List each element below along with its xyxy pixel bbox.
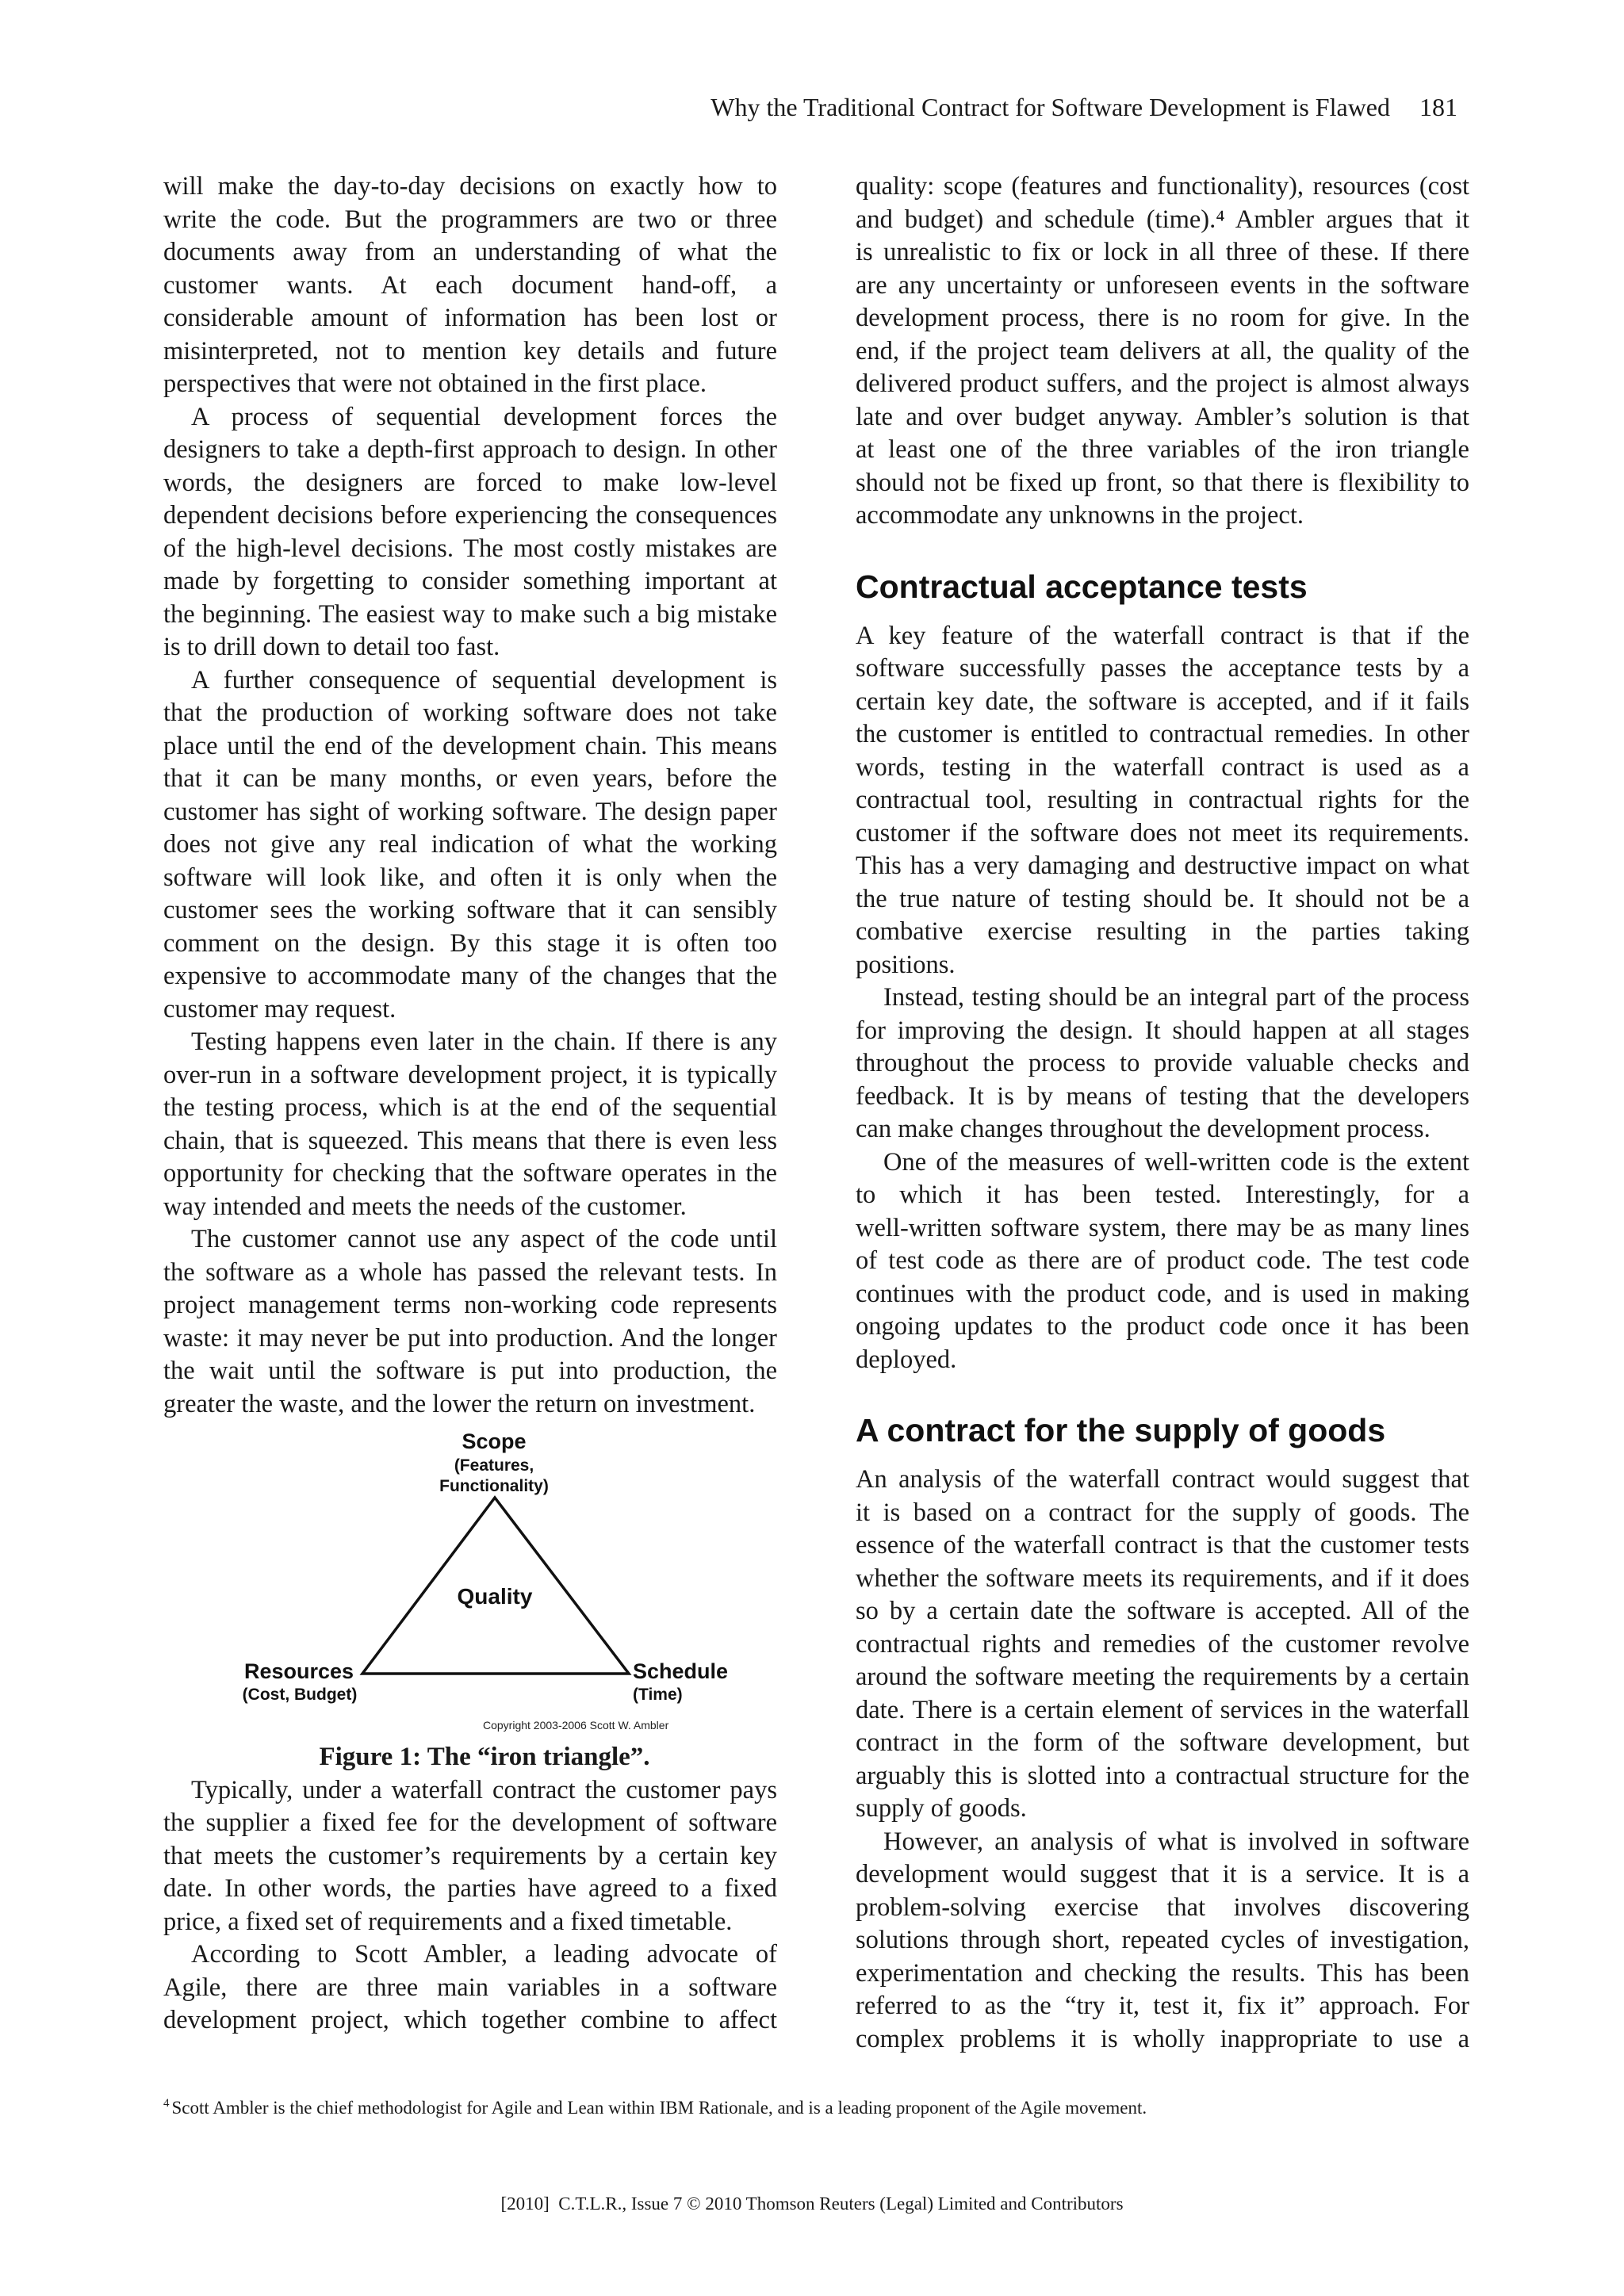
text-line: supply of goods. bbox=[856, 1794, 1027, 1823]
text-line: the true nature of testing should be. It should not be a bbox=[856, 884, 1469, 913]
footnote-marker: 4 bbox=[163, 2097, 170, 2110]
text-line: misinterpreted, not to mention key details and future bbox=[163, 336, 777, 365]
text-line: development would suggest that it is a service. It is a bbox=[856, 1860, 1469, 1888]
text-line: words, testing in the waterfall contract is used as a bbox=[856, 752, 1469, 782]
text-line: well-written software system, there may be as many lines bbox=[856, 1213, 1469, 1242]
paragraph bbox=[856, 982, 1469, 1146]
paragraph bbox=[163, 1938, 777, 2038]
text-line: way intended and meets the needs of the customer. bbox=[163, 1192, 687, 1221]
section-heading: A contract for the supply of goods bbox=[856, 1412, 1386, 1448]
paragraph bbox=[163, 1223, 777, 1421]
text-line: development process, there is no room for give. In the bbox=[856, 304, 1469, 332]
text-line: the wait until the software is put into production, the bbox=[163, 1357, 777, 1385]
text-line: designers to take a depth-first approach to design. In other bbox=[163, 435, 777, 464]
text-line: is unrealistic to fix or lock in all three of these. If there bbox=[856, 238, 1469, 266]
text-line: that meets the customer’s requirements by a certain key bbox=[163, 1841, 777, 1870]
text-line: around the software meeting the requirements by a certain bbox=[856, 1663, 1469, 1691]
text-line: deployed. bbox=[856, 1345, 957, 1374]
text-line: comment on the design. By this stage it is often too bbox=[163, 928, 777, 958]
text-line: words, the designers are forced to make low-level bbox=[163, 468, 777, 497]
text-line: documents away from an understanding of what the bbox=[163, 238, 777, 266]
scope-sub-label-1: (Features, bbox=[454, 1456, 534, 1475]
text-line: customer if the software does not meet its requirements. bbox=[856, 818, 1469, 848]
paragraph bbox=[163, 1026, 777, 1223]
iron-triangle-diagram bbox=[163, 1421, 777, 1741]
text-line: quality: scope (features and functionality), resources (cost bbox=[856, 172, 1469, 201]
text-line: to which it has been tested. Interestingly, for a bbox=[856, 1181, 1469, 1209]
text-line: should not be fixed up front, so that there is flexibility to bbox=[856, 468, 1469, 497]
text-line: write the code. But the programmers are two or three bbox=[163, 205, 777, 234]
text-line: late and over budget anyway. Ambler’s solution is that bbox=[856, 402, 1469, 431]
text-line: opportunity for checking that the software operates in the bbox=[163, 1159, 777, 1188]
text-line: at least one of the three variables of the iron triangle bbox=[856, 435, 1469, 464]
scope-sub-label-2: Functionality) bbox=[439, 1477, 549, 1495]
page-footer: [2010] C.T.L.R., Issue 7 © 2010 Thomson Reuters (Legal) Limited and Contributors bbox=[500, 2194, 1124, 2214]
text-line: the customer is entitled to contractual remedies. In other bbox=[856, 720, 1469, 748]
text-line: customer wants. At each document hand-off, a bbox=[163, 270, 777, 300]
paragraph bbox=[163, 1774, 777, 1939]
paragraph bbox=[856, 1146, 1469, 1377]
text-line: A further consequence of sequential development is bbox=[191, 665, 777, 695]
scope-label: Scope bbox=[462, 1429, 527, 1453]
text-line: of the high-level decisions. The most costly mistakes are bbox=[163, 534, 777, 563]
text-line: development project, which together combine to affect bbox=[163, 2006, 777, 2034]
text-line: will make the day-to-day decisions on exactly how to bbox=[163, 172, 777, 201]
text-line: made by forgetting to consider something important at bbox=[163, 567, 777, 595]
section-heading: Contractual acceptance tests bbox=[856, 568, 1308, 605]
text-line: for improving the design. It should happen at all stages bbox=[856, 1016, 1469, 1045]
running-title: Why the Traditional Contract for Software Development is Flawed bbox=[710, 93, 1390, 121]
text-line: ongoing updates to the product code once it has been bbox=[856, 1312, 1469, 1341]
text-line: can make changes throughout the development process. bbox=[856, 1115, 1431, 1143]
text-line: that the production of working software does not take bbox=[163, 698, 777, 727]
text-line: whether the software meets its requirements, and if it does bbox=[856, 1563, 1469, 1593]
text-line: the testing process, which is at the end of the sequential bbox=[163, 1093, 777, 1122]
quality-label: Quality bbox=[457, 1584, 533, 1609]
text-line: experimentation and checking the results. This has been bbox=[856, 1958, 1469, 1988]
text-line: Testing happens even later in the chain. If there is any bbox=[191, 1027, 777, 1056]
text-line: waste: it may never be put into production. And the longer bbox=[163, 1323, 777, 1353]
text-line: the beginning. The easiest way to make such a big mistake bbox=[163, 599, 777, 629]
text-line: contractual tool, resulting in contractual rights for the bbox=[856, 786, 1469, 814]
text-line: combative exercise resulting in the parties taking bbox=[856, 917, 1469, 946]
resources-label: Resources bbox=[243, 1659, 354, 1683]
text-line: expensive to accommodate many of the changes that the bbox=[163, 962, 777, 990]
schedule-label: Schedule bbox=[633, 1659, 729, 1683]
text-line: certain key date, the software is accepted, and if it fails bbox=[856, 687, 1469, 716]
paragraph bbox=[856, 620, 1469, 982]
text-line: date. There is a certain element of services in the waterfall bbox=[856, 1695, 1469, 1724]
text-line: positions. bbox=[856, 950, 956, 979]
paragraph bbox=[856, 1464, 1469, 1826]
text-line: does not give any real indication of what the working bbox=[163, 830, 777, 859]
text-line: and budget) and schedule (time).⁴ Ambler argues that it bbox=[856, 205, 1469, 234]
paragraph bbox=[856, 170, 1469, 533]
text-line: the supplier a fixed fee for the development of software bbox=[163, 1808, 777, 1837]
text-line: considerable amount of information has been lost or bbox=[163, 304, 777, 332]
text-line: Agile, there are three main variables in a software bbox=[163, 1973, 777, 2002]
text-line: The customer cannot use any aspect of the code until bbox=[191, 1225, 777, 1253]
resources-sub-label: (Cost, Budget) bbox=[242, 1686, 358, 1704]
text-line: greater the waste, and the lower the return on investment. bbox=[163, 1389, 756, 1418]
text-line: price, a fixed set of requirements and a fixed timetable. bbox=[163, 1907, 733, 1936]
text-line: However, an analysis of what is involved in software bbox=[883, 1827, 1469, 1856]
text-line: contract in the form of the software development, but bbox=[856, 1728, 1469, 1757]
footnote bbox=[163, 2096, 1147, 2120]
text-line: A process of sequential development forces the bbox=[191, 402, 777, 431]
text-line: throughout the process to provide valuable checks and bbox=[856, 1049, 1469, 1077]
text-line: chain, that is squeezed. This means that there is even less bbox=[163, 1126, 777, 1155]
text-line: dependent decisions before experiencing the consequences bbox=[163, 501, 777, 530]
text-line: customer has sight of working software. The design paper bbox=[163, 797, 777, 826]
text-line: are any uncertainty or unforeseen events in the software bbox=[856, 270, 1469, 300]
text-line: accommodate any unknowns in the project. bbox=[856, 501, 1304, 530]
text-line: Instead, testing should be an integral part of the process bbox=[883, 983, 1469, 1012]
text-line: date. In other words, the parties have agreed to a fixed bbox=[163, 1874, 777, 1903]
text-line: software successfully passes the acceptance tests by a bbox=[856, 654, 1469, 683]
text-line: is to drill down to detail too fast. bbox=[163, 633, 500, 661]
paragraph bbox=[163, 170, 777, 401]
figure-caption: Figure 1: The “iron triangle”. bbox=[319, 1743, 650, 1771]
text-line: of test code as there are of product code. The test code bbox=[856, 1246, 1469, 1275]
page-number: 181 bbox=[1419, 93, 1457, 121]
text-line: over-run in a software development project, it is typically bbox=[163, 1060, 777, 1089]
text-line: customer may request. bbox=[163, 994, 396, 1024]
text-line: project management terms non-working code represents bbox=[163, 1291, 777, 1319]
paragraph bbox=[163, 664, 777, 1027]
text-line: continues with the product code, and is used in making bbox=[856, 1279, 1469, 1308]
figure-copyright: Copyright 2003-2006 Scott W. Ambler bbox=[483, 1719, 669, 1732]
schedule-sub-label: (Time) bbox=[633, 1686, 683, 1704]
left-column bbox=[163, 170, 777, 2038]
text-line: contractual rights and remedies of the customer revolve bbox=[856, 1629, 1469, 1659]
text-line: A key feature of the waterfall contract is that if the bbox=[856, 621, 1469, 650]
text-line: referred to as the “try it, test it, fix it” approach. For bbox=[856, 1992, 1469, 2020]
text-line: so by a certain date the software is accepted. All of the bbox=[856, 1597, 1469, 1625]
text-line: essence of the waterfall contract is that the customer tests bbox=[856, 1531, 1469, 1559]
text-line: that it can be many months, or even years, before the bbox=[163, 764, 777, 793]
text-line: customer sees the working software that it can sensibly bbox=[163, 896, 777, 924]
right-column bbox=[856, 170, 1469, 2056]
text-line: end, if the project team delivers at all, the quality of the bbox=[856, 336, 1469, 365]
text-line: place until the end of the development chain. This means bbox=[163, 731, 777, 760]
text-line: Typically, under a waterfall contract the customer pays bbox=[191, 1775, 777, 1804]
text-line: solutions through short, repeated cycles of investigation, bbox=[856, 1926, 1469, 1954]
text-line: perspectives that were not obtained in the first place. bbox=[163, 369, 707, 398]
text-line: According to Scott Ambler, a leading advocate of bbox=[191, 1940, 777, 1969]
text-line: complex problems it is wholly inappropriate to use a bbox=[856, 2024, 1469, 2053]
paragraph bbox=[163, 401, 777, 664]
text-line: it is based on a contract for the supply of goods. The bbox=[856, 1498, 1469, 1527]
text-line: An analysis of the waterfall contract would suggest that bbox=[856, 1465, 1469, 1494]
running-header bbox=[710, 90, 1457, 124]
footnote-text: Scott Ambler is the chief methodologist for Agile and Lean within IBM Rationale, and is a leading proponent of the Agile movement. bbox=[171, 2098, 1147, 2118]
text-line: delivered product suffers, and the project is almost always bbox=[856, 369, 1469, 398]
text-line: arguably this is slotted into a contractual structure for the bbox=[856, 1761, 1469, 1790]
paragraph bbox=[856, 1826, 1469, 2057]
text-line: the software as a whole has passed the relevant tests. In bbox=[163, 1257, 777, 1287]
iron-triangle-figure bbox=[163, 1421, 777, 1741]
text-line: feedback. It is by means of testing that the developers bbox=[856, 1081, 1469, 1111]
text-line: This has a very damaging and destructive impact on what bbox=[856, 851, 1469, 880]
text-line: problem-solving exercise that involves discovering bbox=[856, 1892, 1469, 1922]
text-line: software will look like, and often it is only when the bbox=[163, 863, 777, 892]
text-line: One of the measures of well-written code is the extent bbox=[883, 1147, 1469, 1177]
